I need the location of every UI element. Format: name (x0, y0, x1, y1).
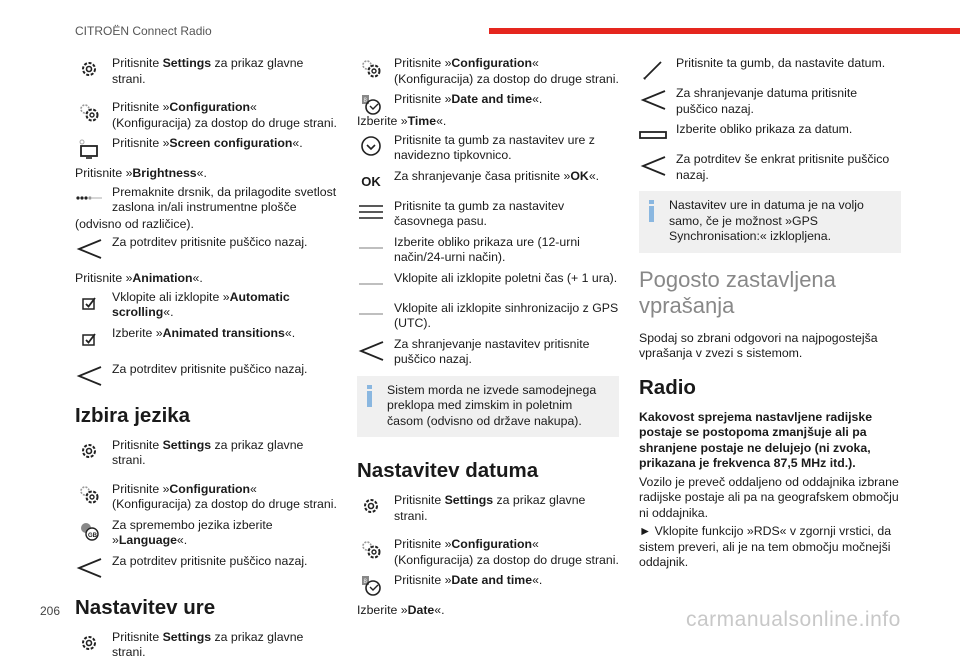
settings-gear-icon (357, 495, 385, 517)
toggle-line-icon (357, 273, 385, 295)
step-screen-configuration: Pritisnite »Screen configuration«. (75, 136, 337, 153)
step-confirm-back: Za potrditev pritisnite puščico nazaj. (75, 235, 337, 252)
faq-answer: Vozilo je preveč oddaljeno od oddajnika izbrane radijske postaje ali pa na geografskem območju ni oddajnika. (639, 474, 899, 520)
configuration-gears-icon (357, 58, 385, 80)
slider-icon (75, 187, 103, 209)
select-time-instruction: Izberite »Time«. (357, 114, 447, 128)
settings-gear-icon (75, 632, 103, 654)
clock-date-icon (357, 94, 385, 116)
configuration-gears-icon (357, 539, 385, 561)
ok-icon: OK (361, 173, 381, 189)
step-configuration: Pritisnite »Configuration« (Konfiguracija) za dostop do druge strani. (75, 100, 337, 131)
back-arrow-icon (75, 556, 103, 578)
section-title-date: Nastavitev datuma (357, 459, 539, 482)
step-confirm-back: Za potrditev pritisnite puščico nazaj. (75, 362, 337, 379)
step-summer-time: Vklopite ali izklopite poletni čas (+ 1 ura). (357, 271, 619, 288)
info-box-summer-time: Sistem morda ne izvede samodejnega preklopa med zimskim in poletnim časom (odvisno od države nakupa). (357, 376, 619, 438)
step-animated-transitions: Izberite »Animated transitions«. (75, 326, 337, 343)
step-language: GB Za spremembo jezika izberite »Language«. (75, 518, 337, 549)
faq-section-title: Pogosto zastavljena vprašanja (639, 266, 836, 318)
step-date-and-time: 8 Pritisnite »Date and time«. (357, 573, 619, 590)
brightness-instruction: Pritisnite »Brightness«. (75, 166, 207, 180)
step-automatic-scrolling: Vklopite ali izklopite »Automatic scrolling«. (75, 290, 337, 321)
step-settings: Pritisnite Settings za prikaz glavne strani. (357, 493, 619, 524)
list-menu-icon (357, 201, 385, 223)
step-time-format: Izberite obliko prikaza ure (12-urni način/24-urni način). (357, 235, 619, 266)
step-set-time-keyboard: Pritisnite ta gumb za nastavitev ure z navidezno tipkovnico. (357, 133, 619, 164)
header-accent-bar (489, 28, 960, 34)
svg-text:8: 8 (363, 98, 367, 104)
variant-note: (odvisno od različice). (75, 216, 194, 231)
back-arrow-icon (75, 364, 103, 386)
toggle-line-icon (357, 237, 385, 259)
step-settings: Pritisnite Settings za prikaz glavne strani. (75, 630, 337, 661)
step-save-date-back: Za shranjevanje datuma pritisnite puščico nazaj. (639, 86, 901, 117)
section-title-language: Izbira jezika (75, 403, 191, 427)
svg-text:GB: GB (88, 532, 97, 539)
step-set-date: Pritisnite ta gumb, da nastavite datum. (639, 56, 901, 73)
settings-gear-icon (75, 440, 103, 462)
step-configuration: Pritisnite »Configuration« (Konfiguracija) za dostop do druge strani. (75, 482, 337, 513)
column-1 (75, 56, 337, 666)
pencil-icon (639, 58, 667, 80)
column-3 (639, 56, 901, 574)
faq-question: Kakovost sprejema nastavljene radijske postaje se postopoma zmanjšuje ali pa shranjene postaje ne delujejo (ni zvoka, prikazana je frekvenca 87,5 MHz itd.). (639, 409, 873, 470)
info-icon (647, 200, 657, 227)
faq-intro: Spodaj so zbrani odgovori na najpogostejša vprašanja v zvezi s sistemom. (639, 330, 878, 360)
step-brightness-slider: Premaknite drsnik, da prilagodite svetlost zaslona in/ali instrumentne plošče (75, 185, 337, 216)
step-date-and-time: 8 Pritisnite »Date and time«. (357, 92, 619, 109)
format-bar-icon (639, 124, 667, 146)
toggle-line-icon (357, 303, 385, 325)
checkbox-checked-icon (75, 292, 103, 314)
page-number: 206 (40, 604, 61, 618)
configuration-gears-icon (75, 484, 103, 506)
faq-answer-step: ► Vklopite funkcijo »RDS« v zgornji vrstici, da sistem preveri, ali je na tem območju močnejši oddajnik. (639, 524, 892, 569)
step-configuration: Pritisnite »Configuration« (Konfiguracija) za dostop do druge strani. (357, 537, 619, 568)
screen-brightness-icon (75, 138, 103, 160)
select-date-instruction: Izberite »Date«. (357, 603, 445, 617)
step-date-format: Izberite obliko prikaza za datum. (639, 122, 901, 139)
section-title-time: Nastavitev ure (75, 595, 216, 619)
step-settings: Pritisnite Settings za prikaz glavne strani. (75, 56, 337, 87)
step-settings: Pritisnite Settings za prikaz glavne strani. (75, 438, 337, 469)
back-arrow-icon (357, 339, 385, 361)
info-box-gps-sync: Nastavitev ure in datuma je na voljo samo, če je možnost »GPS Synchronisation:« izklopljena. (639, 191, 901, 253)
step-confirm-back-again: Za potrditev še enkrat pritisnite puščico nazaj. (639, 152, 901, 183)
animation-instruction: Pritisnite »Animation«. (75, 271, 203, 285)
back-arrow-icon (75, 237, 103, 259)
configuration-gears-icon (75, 102, 103, 124)
back-arrow-icon (639, 154, 667, 176)
step-save-back: Za shranjevanje nastavitev pritisnite puščico nazaj. (357, 337, 619, 368)
language-flags-icon (75, 520, 103, 542)
watermark: carmanualsonline.info (686, 608, 901, 631)
chevron-down-circle-icon (357, 135, 385, 157)
step-configuration: Pritisnite »Configuration« (Konfiguracija) za dostop do druge strani. (357, 56, 619, 87)
checkbox-checked-icon (75, 328, 103, 350)
clock-date-icon (357, 575, 385, 597)
step-save-time-ok: OK Za shranjevanje časa pritisnite »OK«. (357, 169, 619, 186)
column-2 (357, 56, 619, 622)
settings-gear-icon (75, 58, 103, 80)
back-arrow-icon (639, 88, 667, 110)
section-title-radio: Radio (639, 375, 696, 399)
info-icon (365, 385, 375, 412)
step-time-zone: Pritisnite ta gumb za nastavitev časovnega pasu. (357, 199, 619, 230)
step-confirm-back: Za potrditev pritisnite puščico nazaj. (75, 554, 337, 571)
svg-text:8: 8 (363, 579, 367, 585)
page-header-title: CITROËN Connect Radio (75, 24, 212, 38)
step-gps-sync: Vklopite ali izklopite sinhronizacijo z GPS (UTC). (357, 301, 619, 332)
